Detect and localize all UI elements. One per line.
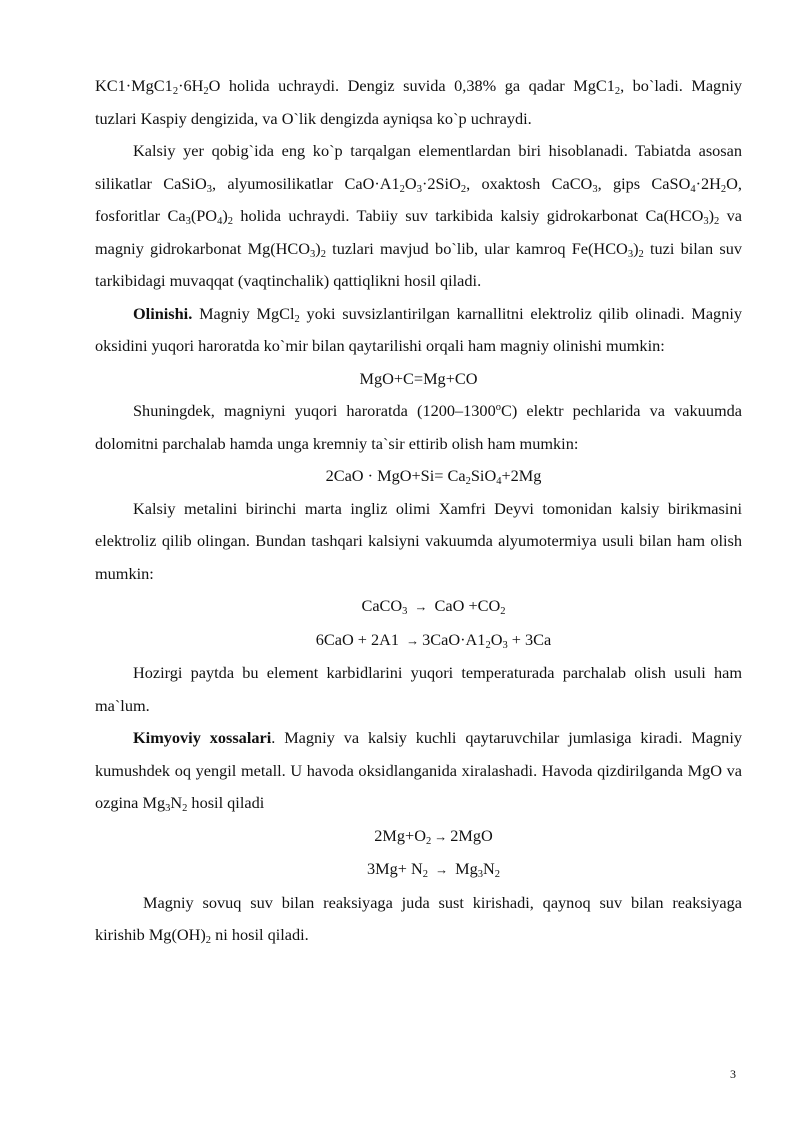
paragraph-magnesium-occurrence: $KC1\cdot MgC1_2\cdot 6H_2O$ holida uchraydi. Dengiz suvida 0,38% ga qadar $MgC1_2$, bo`ladi. Magniy tuzlari Kaspiy dengizida, va O`lik dengizda ayniqsa ko`p uchraydi. xyxy=(95,76,742,128)
paragraph-production xyxy=(95,298,742,363)
paragraph-calcium-production: Kalsiy metalini birinchi marta ingliz olimi Xamfri Deyvi tomonidan kalsiy birikmasini elektroliz qilib olingan. Bundan tashqari kalsiyni vakuumda alyumotermiya usuli bilan ham olish mumkin: xyxy=(95,498,742,583)
paragraph-water-reaction: Magniy sovuq suv bilan reaksiyaga juda sust kirishadi, qaynoq suv bilan reaksiyaga kirishib $Mg(OH)_2$ ni hosil qiladi. xyxy=(95,892,742,946)
equation-mgo-reduction: MgO+C=Mg+CO xyxy=(359,368,478,388)
equation-dolomite-silicon: $2CaO \cdot MgO+Si= Ca_2SiO_4+2Mg$ xyxy=(325,466,542,487)
paragraph-carbide-method: Hozirgi paytda bu element karbidlarini yuqori temperaturada parchalab olish usuli ham ma`lum. xyxy=(95,663,742,715)
chemical-properties-text: . Magniy va kalsiy kuchli qaytaruvchilar jumlasiga kiradi. Magniy kumushdek oq yengil metall. U havoda oksidlanganida xiralashadi. Havoda qizdirilganda MgO va ozgina $Mg_3N_2$ hosil qiladi xyxy=(95,728,742,814)
equation-caco3-decomposition: CaCO$_3$ → CaO $+CO_2$ xyxy=(361,596,506,617)
paragraph-dolomite: Shuningdek, magniyni yuqori haroratda (1200–1300$^o$C) elektr pechlarida va vakuumda dolomitni parchalab hamda unga kremniy ta`sir ettirib olish ham mumkin: xyxy=(95,401,742,453)
paragraph-chemical-properties xyxy=(95,722,742,820)
page-number: 3 xyxy=(730,1067,736,1081)
paragraph-calcium-occurrence: Kalsiy yer qobig`ida eng ko`p tarqalgan elementlardan biri hisoblanadi. Tabiatda asosan silikatlar CaSiO$_3$, alyumosilikatlar $CaO\cdot A1_2O_3\cdot 2SiO_2$, oxaktosh CaCO$_3$, gips $CaSO_4\cdot 2H_2O$, fosforitlar $Ca_3(PO_4)_2$ holida uchraydi. Tabiiy suv tarkibida kalsiy gidrokarbonat $Ca(HCO_3)_2$ va magniy gidrokarbonat $Mg(HCO_3)_2$ tuzlari mavjud bo`lib, ular kamroq $Fe(HCO_3)_2$ tuzi bilan suv tarkibidagi muvaqqat (vaqtinchalik) qattiqlikni hosil qiladi. xyxy=(95,141,742,290)
equation-aluminothermy: $6CaO + 2A1 \to 3CaO\cdot A1_2O_3 + 3Ca$ xyxy=(315,629,552,651)
equation-mg-oxidation: $2Mg+O_2 \to 2MgO$ xyxy=(374,825,493,847)
page-content xyxy=(95,70,742,952)
production-text: Magniy MgCl$_2$ yoki suvsizlantirilgan karnallitni elektroliz qilib olinadi. Magniy oksidini yuqori haroratda ko`mir bilan qaytarilishi orqali ham magniy olinishi mumkin: xyxy=(95,303,742,355)
chemical-properties-heading: Kimyoviy xossalari xyxy=(133,728,272,747)
production-heading: Olinishi. xyxy=(133,303,193,323)
equation-mg-nitride: $3Mg+ N_2 \to Mg_3N_2$ xyxy=(366,859,501,880)
